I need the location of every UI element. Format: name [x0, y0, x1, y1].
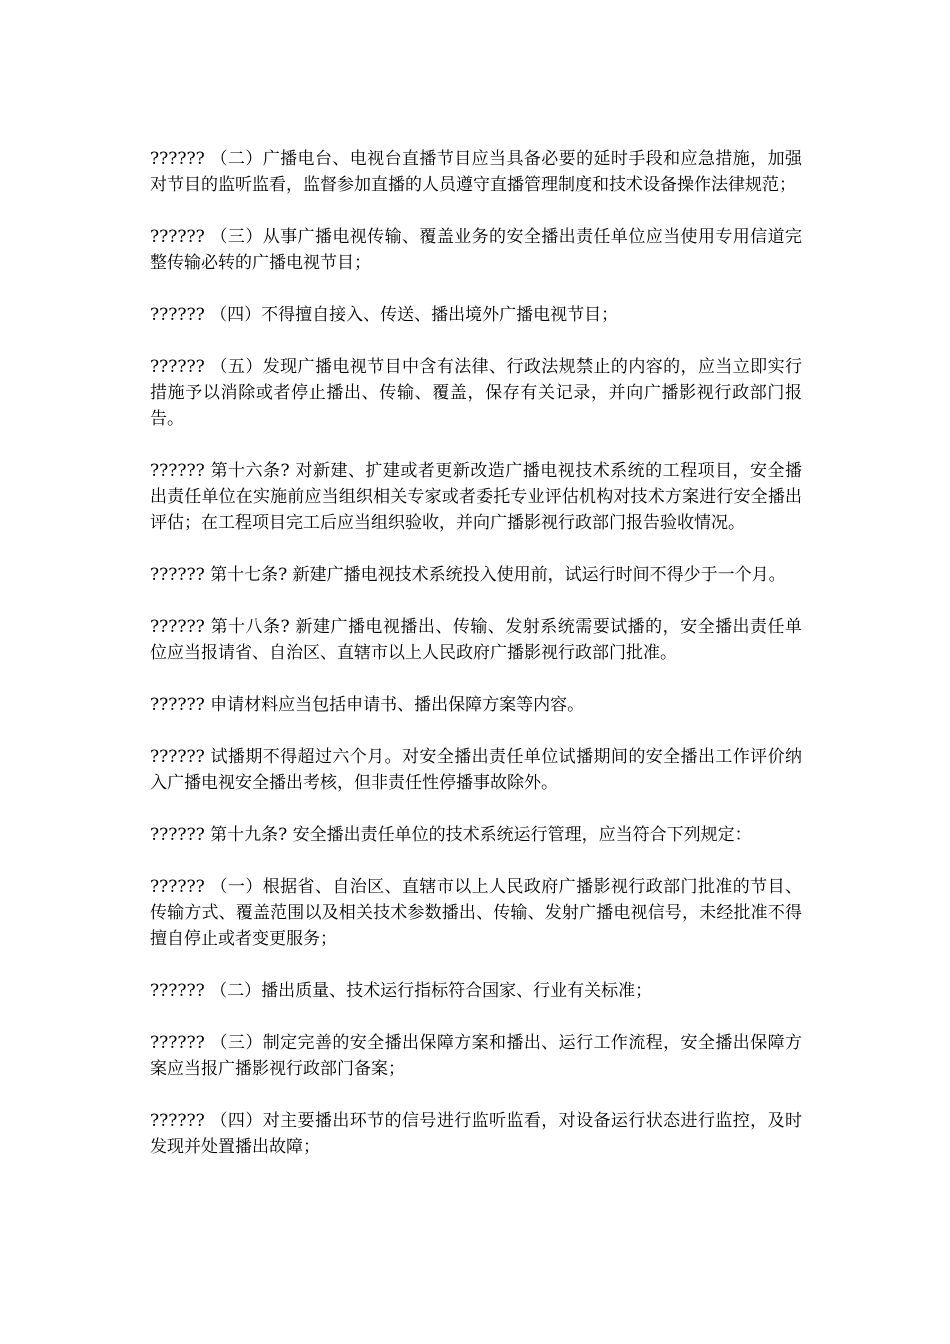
document-body	[150, 146, 802, 1186]
paragraph-article-18-trial-period: ?????? 试播期不得超过六个月。对安全播出责任单位试播期间的安全播出工作评价纳入广播电视安全播出考核，但非责任性停播事故除外。	[150, 747, 802, 793]
paragraph-article-19-item-4: ?????? （四）对主要播出环节的信号进行监听监看，对设备运行状态进行监控，及时发现并处置播出故障；	[150, 1111, 802, 1157]
paragraph-article-19-item-2: ?????? （二）播出质量、技术运行指标符合国家、行业有关标准；	[150, 981, 653, 1001]
paragraph-article-15-item-5: ?????? （五）发现广播电视节目中含有法律、行政法规禁止的内容的，应当立即实行措施予以消除或者停止播出、传输、覆盖，保存有关记录，并向广播影视行政部门报告。	[150, 357, 802, 429]
paragraph-article-18: ?????? 第十八条? 新建广播电视播出、传输、发射系统需要试播的，安全播出责任单位应当报请省、自治区、直辖市以上人民政府广播影视行政部门批准。	[150, 617, 802, 663]
paragraph-article-16: ?????? 第十六条? 对新建、扩建或者更新改造广播电视技术系统的工程项目，安全播出责任单位在实施前应当组织相关专家或者委托专业评估机构对技术方案进行安全播出评估；在工程项目完工后应当组织验收，并向广播影视行政部门报告验收情况。	[150, 461, 802, 533]
paragraph-article-15-item-3: ?????? （三）从事广播电视传输、覆盖业务的安全播出责任单位应当使用专用信道完整传输必转的广播电视节目；	[150, 227, 802, 273]
paragraph-article-19-item-3: ?????? （三）制定完善的安全播出保障方案和播出、运行工作流程，安全播出保障方案应当报广播影视行政部门备案；	[150, 1033, 802, 1079]
paragraph-article-18-materials: ?????? 申请材料应当包括申请书、播出保障方案等内容。	[150, 695, 585, 715]
paragraph-article-19: ?????? 第十九条? 安全播出责任单位的技术系统运行管理，应当符合下列规定：	[150, 825, 752, 845]
paragraph-article-19-item-1: ?????? （一）根据省、自治区、直辖市以上人民政府广播影视行政部门批准的节目、传输方式、覆盖范围以及相关技术参数播出、传输、发射广播电视信号，未经批准不得擅自停止或者变更服务；	[150, 877, 802, 949]
paragraph-article-15-item-4: ?????? （四）不得擅自接入、传送、播出境外广播电视节目；	[150, 305, 619, 325]
paragraph-article-15-item-2: ?????? （二）广播电台、电视台直播节目应当具备必要的延时手段和应急措施，加强对节目的监听监看，监督参加直播的人员遵守直播管理制度和技术设备操作法律规范；	[150, 149, 802, 195]
paragraph-article-17: ?????? 第十七条? 新建广播电视技术系统投入使用前，试运行时间不得少于一个月。	[150, 565, 786, 585]
